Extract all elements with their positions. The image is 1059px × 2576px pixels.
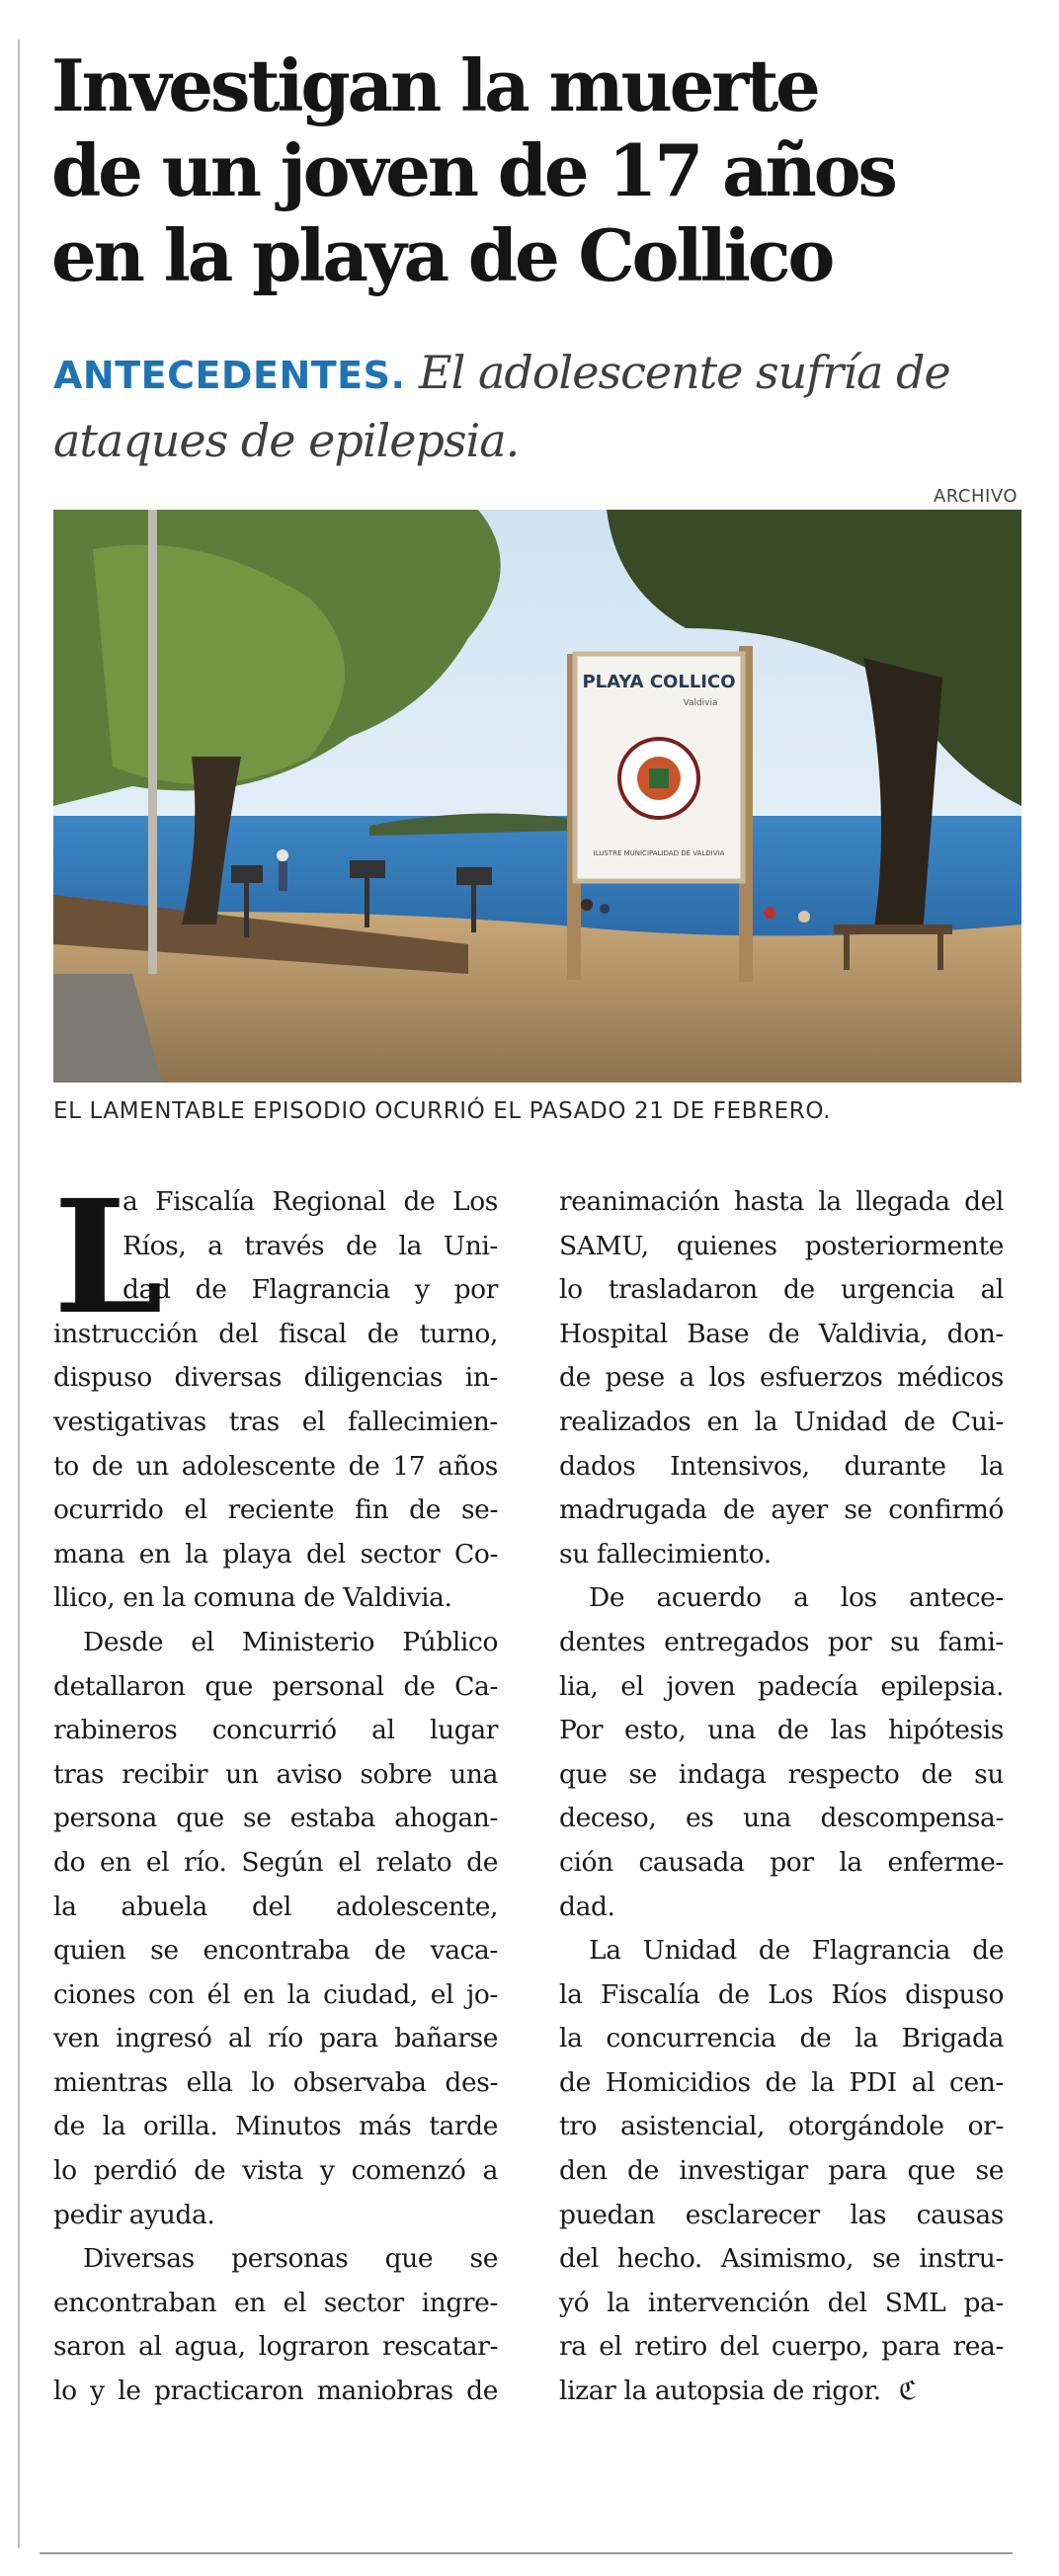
text-line: Desde el Ministerio Público (83, 1626, 498, 1657)
text-line: Por esto, una de las hipótesis (559, 1715, 1004, 1746)
beachgoer (600, 904, 610, 914)
text-line: saron al agua, lograron rescatar- (53, 2331, 498, 2363)
news-photo (53, 510, 1021, 1083)
drop-cap: L (53, 1167, 163, 1349)
text-line: ra el retiro del cuerpo, para rea- (559, 2331, 1004, 2363)
text-line: ción causada por la enferme- (559, 1846, 1004, 1878)
text-line: dad de Flagrancia y por (122, 1274, 498, 1306)
light-pole (148, 510, 157, 974)
picnic-table-leg-left (844, 934, 850, 970)
picnic-table-leg-right (937, 934, 943, 970)
text-line: lia, el joven padecía epilepsia. (559, 1670, 1004, 1702)
text-line: Hospital Base de Valdivia, don- (559, 1318, 1004, 1349)
text-line: quien se encontraba de vaca- (53, 1935, 498, 1967)
bottom-rule (40, 2552, 1013, 2554)
municipal-seal-shield (649, 768, 669, 788)
text-line: lo trasladaron de urgencia al (559, 1274, 1004, 1306)
photo-caption: EL LAMENTABLE EPISODIO OCURRIÓ EL PASADO 21 DE FEBRERO. (53, 1098, 832, 1124)
deck (53, 340, 1021, 473)
text-line: que se indaga respecto de su (559, 1758, 1004, 1790)
text-line: rabineros concurrió al lugar (53, 1715, 498, 1746)
text-line: detallaron que personal de Ca- (53, 1670, 498, 1702)
text-line: do en el río. Según el relato de (53, 1846, 498, 1878)
text-line: De acuerdo a los antece- (589, 1582, 1004, 1614)
text-line: madrugada de ayer se confirmó (559, 1494, 1004, 1526)
text-line: lo perdió de vista y comenzó a (53, 2155, 498, 2187)
text-line: ven ingresó al río para bañarse (53, 2023, 498, 2054)
photo-credit: ARCHIVO (933, 486, 1018, 507)
headline-line-1: Investigan la muerte (51, 43, 818, 127)
paragraph-5 (559, 1929, 1004, 2414)
beachgoer (798, 911, 810, 923)
info-panel-3 (231, 865, 263, 883)
info-panel-1-leg (365, 878, 369, 927)
text-line: den de investigar para que se (559, 2155, 1004, 2187)
text-line: persona que se estaba ahogan- (53, 1803, 498, 1834)
paragraph-3 (53, 2237, 498, 2413)
sign-title: PLAYA COLLICO (582, 672, 736, 692)
headline-line-2: de un joven de 17 años (51, 128, 895, 212)
paragraph-2 (53, 1621, 498, 2237)
sign-footer: ILUSTRE MUNICIPALIDAD DE VALDIVIA (593, 849, 725, 857)
paragraph-3-continued (559, 1180, 1004, 1576)
article-column-right (559, 1180, 1004, 2414)
last-text-line: lizar la autopsia de rigor. (559, 2375, 881, 2407)
beachgoer (277, 849, 288, 861)
text-line: la Fiscalía de Los Ríos dispuso (559, 1978, 1004, 2010)
deck-text: El adolescente sufría de ataques de epilepsia. (53, 346, 950, 467)
text-line: vestigativas tras el fallecimien- (53, 1406, 498, 1437)
text-line: dad. (559, 1891, 615, 1922)
left-column-rule (18, 40, 20, 2548)
headline (51, 43, 1019, 298)
text-line: ciones con él en la ciudad, el jo- (53, 1978, 498, 2010)
text-line: yó la intervención del SML pa- (559, 2287, 1004, 2318)
beachgoer (764, 907, 775, 919)
text-line: llico, en la comuna de Valdivia. (53, 1582, 452, 1614)
text-line: instrucción del fiscal de turno, (53, 1318, 498, 1349)
text-line: de pese a los esfuerzos médicos (559, 1362, 1004, 1394)
text-line: realizados en la Unidad de Cui- (559, 1406, 1004, 1437)
end-mark-icon: ℭ (898, 2376, 917, 2407)
beachgoer (581, 899, 593, 911)
text-line: ocurrido el reciente fin de se- (53, 1494, 498, 1526)
beach-scene-illustration (53, 510, 1021, 1083)
info-panel-2-leg (471, 885, 476, 932)
beachgoer (279, 861, 287, 891)
text-line: mientras ella lo observaba des- (53, 2066, 498, 2098)
text-line: La Unidad de Flagrancia de (589, 1935, 1004, 1967)
text-line: su fallecimiento. (559, 1538, 772, 1570)
text-line: lo y le practicaron maniobras de (53, 2375, 498, 2407)
text-line: deceso, es una descompensa- (559, 1803, 1004, 1834)
sign-subtitle: Valdivia (683, 698, 718, 708)
info-panel-3-leg (244, 883, 249, 937)
info-panel-1 (350, 860, 385, 878)
text-line: mana en la playa del sector Co- (53, 1538, 498, 1570)
text-line: dados Intensivos, durante la (559, 1450, 1004, 1482)
text-line: tras recibir un aviso sobre una (53, 1758, 498, 1790)
text-line: del hecho. Asimismo, se instru- (559, 2243, 1004, 2275)
deck-label: ANTECEDENTES. (53, 354, 406, 397)
text-line: encontraban en el sector ingre- (53, 2287, 498, 2318)
text-line: de la orilla. Minutos más tarde (53, 2111, 498, 2142)
headline-line-3: en la playa de Collico (51, 213, 833, 297)
paragraph-4 (559, 1576, 1004, 1929)
text-line (559, 2370, 1004, 2414)
text-line: la concurrencia de la Brigada (559, 2023, 1004, 2054)
text-line: a Fiscalía Regional de Los (122, 1186, 498, 1217)
text-line: dispuso diversas diligencias in- (53, 1362, 498, 1394)
text-line: puedan esclarecer las causas (559, 2199, 1004, 2230)
text-line: de Homicidios de la PDI al cen- (559, 2066, 1004, 2098)
info-panel-2 (456, 867, 492, 885)
text-line: Diversas personas que se (83, 2243, 498, 2275)
text-line: la abuela del adolescente, (53, 1891, 498, 1922)
article-column-left (53, 1167, 498, 2414)
text-line: reanimación hasta la llegada del (559, 1186, 1004, 1217)
text-line: tro asistencial, otorgándole or- (559, 2111, 1004, 2142)
text-line: Ríos, a través de la Uni- (122, 1230, 498, 1261)
text-line: pedir ayuda. (53, 2199, 215, 2230)
text-line: SAMU, quienes posteriormente (559, 1230, 1004, 1261)
text-line: to de un adolescente de 17 años (53, 1450, 498, 1482)
text-line: dentes entregados por su fami- (559, 1626, 1004, 1657)
picnic-table (834, 925, 952, 934)
